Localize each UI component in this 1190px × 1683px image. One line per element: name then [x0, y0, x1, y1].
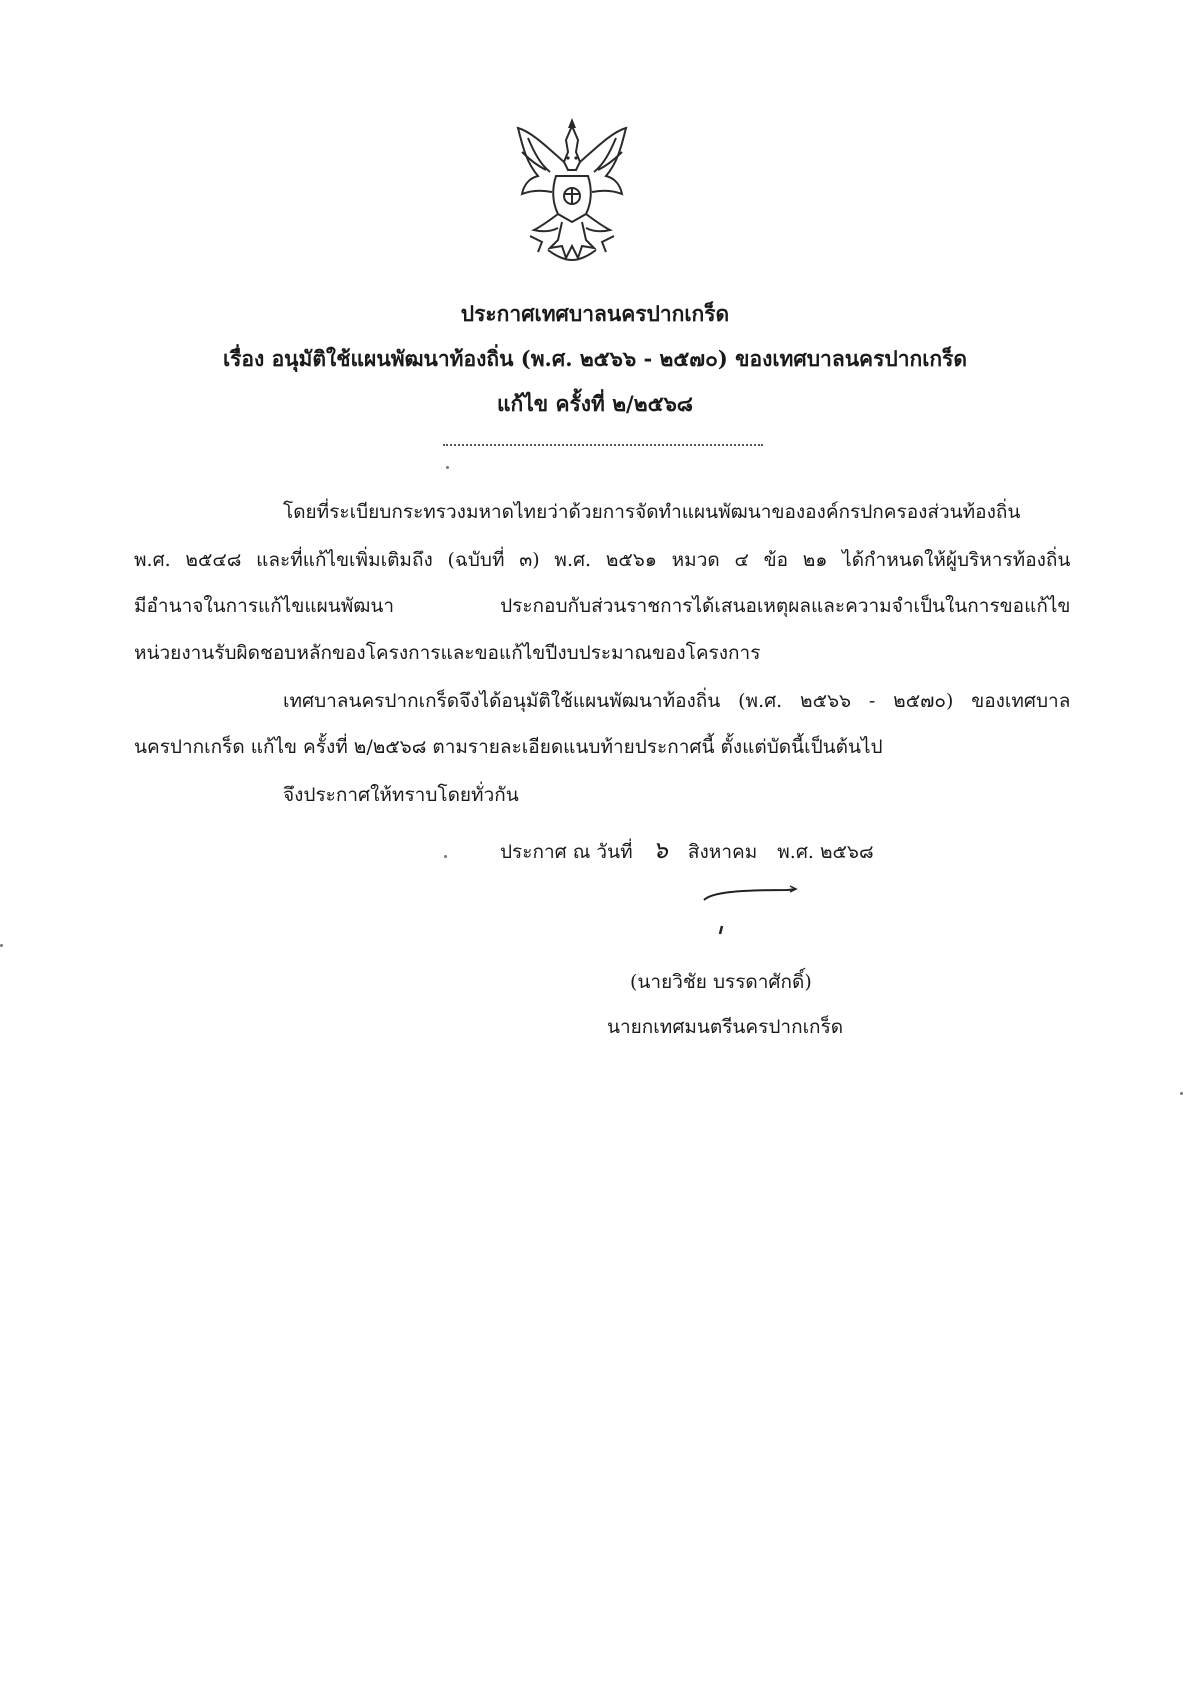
scan-speck — [0, 944, 3, 947]
handwritten-signature — [700, 880, 800, 940]
date-month: สิงหาคม — [687, 841, 758, 863]
date-day-handwritten: ๖ — [652, 836, 668, 864]
scan-speck — [446, 466, 449, 469]
announcement-revision: แก้ไข ครั้งที่ ๒/๒๕๖๘ — [497, 391, 693, 416]
scan-speck — [444, 855, 447, 858]
scan-speck — [1180, 1092, 1183, 1095]
date-year: พ.ศ. ๒๕๖๘ — [777, 841, 874, 863]
body-paragraph-1-line-1: โดยที่ระเบียบกระทรวงมหาดไทยว่าด้วยการจัดทำแผนพัฒนาขององค์กรปกครองส่วนท้องถิ่น — [283, 501, 1021, 523]
body-paragraph-2-line-2: นครปากเกร็ด แก้ไข ครั้งที่ ๒/๒๕๖๘ ตามรายละเอียดแนบท้ายประกาศนี้ ตั้งแต่บัดนี้เป็นต้นไป — [134, 736, 883, 758]
signer-name: (นายวิชัย บรรดาศักดิ์) — [630, 971, 812, 993]
date-prefix: ประกาศ ณ วันที่ — [500, 841, 633, 863]
body-paragraph-2-line-1: เทศบาลนครปากเกร็ดจึงได้อนุมัติใช้แผนพัฒนาท้องถิ่น (พ.ศ. ๒๕๖๖ - ๒๕๗๐) ของเทศบาล — [283, 690, 1071, 712]
announcement-date — [500, 830, 888, 869]
announcement-subject: เรื่อง อนุมัติใช้แผนพัฒนาท้องถิ่น (พ.ศ. ๒๕๖๖ - ๒๕๗๐) ของเทศบาลนครปากเกร็ด — [222, 346, 968, 371]
body-paragraph-1-line-2: พ.ศ. ๒๕๔๘ และที่แก้ไขเพิ่มเติมถึง (ฉบับที่ ๓) พ.ศ. ๒๕๖๑ หมวด ๔ ข้อ ๒๑ ได้กำหนดให้ผู้บริหารท้องถิ่น — [134, 549, 1071, 571]
garuda-emblem-icon — [508, 118, 636, 270]
separator-dotted-line — [443, 444, 763, 446]
signer-position: นายกเทศมนตรีนครปากเกร็ด — [607, 1016, 844, 1038]
closing-statement: จึงประกาศให้ทราบโดยทั่วกัน — [283, 784, 519, 806]
body-paragraph-1-line-3: มีอำนาจในการแก้ไขแผนพัฒนา ประกอบกับส่วนราชการได้เสนอเหตุผลและความจำเป็นในการขอแก้ไข — [134, 595, 1071, 617]
body-paragraph-1-line-4: หน่วยงานรับผิดชอบหลักของโครงการและขอแก้ไขปีงบประมาณของโครงการ — [134, 642, 761, 664]
announcement-title: ประกาศเทศบาลนครปากเกร็ด — [460, 301, 730, 326]
